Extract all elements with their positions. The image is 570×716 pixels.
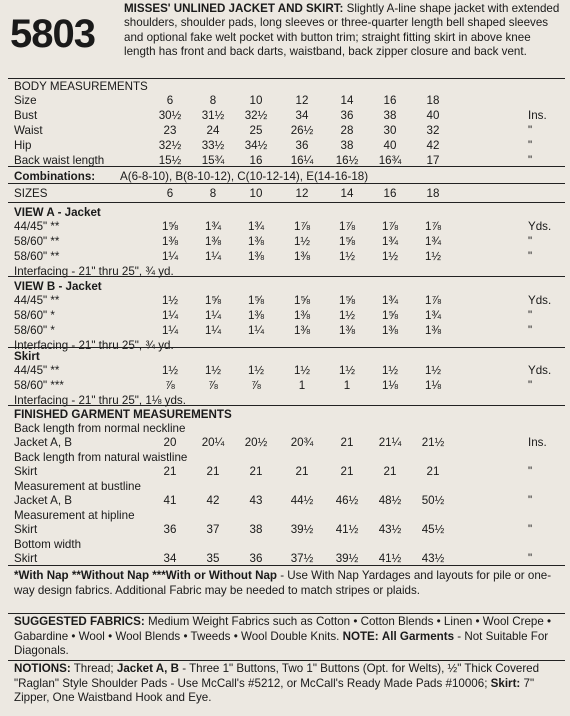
fabrics-text: Medium Weight Fabrics such as Cotton • Cotton Blends • Linen • Wool Crepe • Gabardine • Wool • Wool Blends • Tweeds • Wool Double Knits. <box>14 615 552 643</box>
body-row-label: Back waist length <box>14 154 105 167</box>
viewB-row-value: 1⅜ <box>338 324 356 337</box>
finished-caption: Back length from normal neckline <box>14 422 186 435</box>
body-row-value: 15½ <box>158 154 182 167</box>
viewB-row-value: 1⅜ <box>424 324 442 337</box>
finished-row-unit: " <box>528 523 533 536</box>
notions-text-3: 7" Zipper, One Waistband Hook and Eye. <box>14 676 535 705</box>
finished-row-value: 20¼ <box>201 436 225 449</box>
viewB-row-value: 1¾ <box>424 309 442 322</box>
viewA-row-value: 1½ <box>293 235 311 248</box>
viewA-row-value: 1¾ <box>204 220 222 233</box>
viewB-row-value: 1⅜ <box>293 309 311 322</box>
viewB-row-label: 58/60" * <box>14 324 55 337</box>
viewB-row-value: 1¼ <box>204 324 222 337</box>
viewB-row-value: 1¼ <box>204 309 222 322</box>
finished-row-value: 35 <box>206 552 220 565</box>
nap-note-bold: *With Nap **Without Nap ***With or Without Nap <box>14 569 277 582</box>
body-row-value: 30½ <box>158 109 182 122</box>
viewA-row-value: 1½ <box>424 250 442 263</box>
viewB-row-value: 1⅝ <box>381 309 399 322</box>
viewB-interfacing: Interfacing - 21" thru 25", ¾ yd. <box>14 339 174 352</box>
viewB-row-value: 1⅞ <box>424 294 442 307</box>
divider <box>8 405 565 406</box>
finished-row-value: 21¼ <box>378 436 402 449</box>
viewA-row-unit: " <box>528 235 533 248</box>
finished-row-value: 21 <box>295 465 309 478</box>
divider <box>8 613 565 614</box>
viewA-row-value: 1⅜ <box>247 235 265 248</box>
nap-note <box>14 569 562 598</box>
viewA-row-value: 1¾ <box>247 220 265 233</box>
viewA-heading: VIEW A - Jacket <box>14 206 101 219</box>
divider <box>8 78 565 79</box>
skirt-row-value: ⅞ <box>165 379 175 392</box>
finished-measurements-heading: FINISHED GARMENT MEASUREMENTS <box>14 408 232 421</box>
viewA-row-value: 1½ <box>381 250 399 263</box>
size-header: 16 <box>383 187 397 200</box>
viewA-interfacing: Interfacing - 21" thru 25", ¾ yd. <box>14 265 174 278</box>
body-row-value: 32½ <box>244 109 268 122</box>
body-row-value: 30 <box>383 124 397 137</box>
finished-row-value: 44½ <box>290 494 314 507</box>
viewB-heading: VIEW B - Jacket <box>14 280 102 293</box>
body-row-value: 28 <box>340 124 354 137</box>
finished-row-value: 43½ <box>421 552 445 565</box>
notions-text-1: Thread; <box>70 662 117 675</box>
finished-row-value: 41½ <box>335 523 359 536</box>
size-header: 18 <box>426 187 440 200</box>
finished-row-value: 21½ <box>421 436 445 449</box>
finished-row-label: Skirt <box>14 523 38 536</box>
body-row-label: Bust <box>14 109 38 122</box>
viewB-row-value: 1½ <box>338 309 356 322</box>
viewB-row-value: 1¼ <box>161 324 179 337</box>
skirt-row-value: 1½ <box>161 364 179 377</box>
notions-jacket-label: Jacket A, B <box>116 662 179 675</box>
finished-row-value: 36 <box>249 552 263 565</box>
viewA-row-value: 1⅜ <box>161 235 179 248</box>
pattern-description <box>124 2 564 60</box>
viewB-row-value: 1⅝ <box>204 294 222 307</box>
body-row-value: 24 <box>206 124 220 137</box>
viewB-row-unit: " <box>528 309 533 322</box>
viewA-row-value: 1⅞ <box>381 220 399 233</box>
skirt-row-value: 1½ <box>247 364 265 377</box>
body-row-value: 36 <box>295 139 309 152</box>
skirt-row-value: 1½ <box>381 364 399 377</box>
body-row-value: 34½ <box>244 139 268 152</box>
sizes-label: SIZES <box>14 187 48 200</box>
body-row-value: 15¾ <box>201 154 225 167</box>
viewB-row-value: 1⅝ <box>247 294 265 307</box>
finished-caption: Back length from natural waistline <box>14 451 188 464</box>
skirt-row-label: 44/45" ** <box>14 364 60 377</box>
skirt-heading: Skirt <box>14 350 40 363</box>
body-row-value: 32½ <box>158 139 182 152</box>
viewB-row-value: 1⅜ <box>293 324 311 337</box>
finished-row-value: 21 <box>383 465 397 478</box>
finished-row-value: 42 <box>206 494 220 507</box>
finished-row-value: 21 <box>163 465 177 478</box>
viewA-row-unit: " <box>528 250 533 263</box>
body-row-value: 16 <box>249 154 263 167</box>
viewA-row-label: 58/60" ** <box>14 250 60 263</box>
body-row-value: 34 <box>295 109 309 122</box>
notions-skirt-label: Skirt: <box>490 676 521 690</box>
finished-row-value: 39½ <box>335 552 359 565</box>
finished-row-value: 21 <box>340 465 354 478</box>
skirt-row-value: 1½ <box>424 364 442 377</box>
finished-row-label: Jacket A, B <box>14 494 72 507</box>
viewB-row-value: 1¼ <box>247 324 265 337</box>
finished-row-value: 37½ <box>290 552 314 565</box>
combinations-text: A(6-8-10), B(8-10-12), C(10-12-14), E(14-16-18) <box>120 170 369 183</box>
body-row-value: 25 <box>249 124 263 137</box>
finished-row-value: 41½ <box>378 552 402 565</box>
body-row-value: 17 <box>426 154 440 167</box>
all-garments-text: - Not Suitable For Diagonals. <box>14 629 549 658</box>
finished-row-label: Skirt <box>14 465 38 478</box>
skirt-row-value: 1 <box>343 379 351 392</box>
body-row-value: 38 <box>383 109 397 122</box>
finished-row-value: 46½ <box>335 494 359 507</box>
finished-row-value: 21 <box>249 465 263 478</box>
divider <box>8 183 565 184</box>
suggested-fabrics <box>14 615 562 659</box>
viewA-row-label: 58/60" ** <box>14 235 60 248</box>
pattern-description-text: Slightly A-line shape jacket with extended shoulders, shoulder pads, long sleeves or three-quarter length bell shaped sleeves and optional fake welt pocket with button trim; straight fitting skirt in above knee length has front and back darts, waistband, back zipper closure and back vent. <box>124 2 560 59</box>
skirt-row-value: ⅞ <box>208 379 218 392</box>
viewA-row-value: 1⅜ <box>293 250 311 263</box>
body-row-value: 38 <box>340 139 354 152</box>
body-row-unit: " <box>528 154 533 167</box>
viewA-row-value: 1⅝ <box>338 235 356 248</box>
viewB-row-value: 1½ <box>161 294 179 307</box>
finished-row-value: 45½ <box>421 523 445 536</box>
viewB-row-value: 1¾ <box>381 294 399 307</box>
body-row-value: 26½ <box>290 124 314 137</box>
divider <box>8 276 565 277</box>
finished-row-value: 20½ <box>244 436 268 449</box>
pattern-title: MISSES' UNLINED JACKET AND SKIRT: <box>124 2 344 15</box>
viewB-row-unit: " <box>528 324 533 337</box>
body-row-unit: " <box>528 124 533 137</box>
body-row-unit: Ins. <box>528 109 547 122</box>
viewA-row-value: 1¾ <box>424 235 442 248</box>
note-label: NOTE: <box>342 629 379 643</box>
skirt-row-value: ⅞ <box>251 379 261 392</box>
divider <box>8 347 565 348</box>
viewA-row-value: 1⅞ <box>338 220 356 233</box>
finished-row-label: Jacket A, B <box>14 436 72 449</box>
body-row-value: 16 <box>383 94 397 107</box>
finished-row-value: 39½ <box>290 523 314 536</box>
viewB-row-label: 44/45" ** <box>14 294 60 307</box>
viewA-row-value: 1¼ <box>161 250 179 263</box>
skirt-row-value: 1½ <box>338 364 356 377</box>
fabrics-label: SUGGESTED FABRICS: <box>14 615 145 628</box>
viewB-row-value: 1⅜ <box>247 309 265 322</box>
skirt-row-value: 1½ <box>204 364 222 377</box>
body-row-value: 36 <box>340 109 354 122</box>
combinations-label: Combinations: <box>14 170 96 183</box>
pattern-number: 5803 <box>10 12 95 56</box>
finished-row-unit: Ins. <box>528 436 547 449</box>
viewA-row-unit: Yds. <box>528 220 552 233</box>
finished-row-value: 34 <box>163 552 177 565</box>
divider <box>8 202 565 203</box>
divider <box>8 565 565 566</box>
finished-row-unit: " <box>528 465 533 478</box>
finished-row-label: Skirt <box>14 552 38 565</box>
size-header: 6 <box>166 187 174 200</box>
body-row-label: Waist <box>14 124 43 137</box>
body-row-value: 16¾ <box>378 154 402 167</box>
body-measurements-heading: BODY MEASUREMENTS <box>14 80 148 93</box>
viewB-row-value: 1⅜ <box>381 324 399 337</box>
finished-row-value: 48½ <box>378 494 402 507</box>
body-row-value: 6 <box>166 94 174 107</box>
notions <box>14 662 562 706</box>
skirt-row-value: 1⅛ <box>381 379 399 392</box>
finished-row-value: 50½ <box>421 494 445 507</box>
body-row-value: 8 <box>209 94 217 107</box>
viewB-row-value: 1⅝ <box>293 294 311 307</box>
skirt-row-unit: " <box>528 379 533 392</box>
finished-row-value: 41 <box>163 494 177 507</box>
size-header: 8 <box>209 187 217 200</box>
finished-row-value: 20¾ <box>290 436 314 449</box>
body-row-unit: " <box>528 139 533 152</box>
viewA-row-label: 44/45" ** <box>14 220 60 233</box>
viewB-row-value: 1⅝ <box>338 294 356 307</box>
skirt-row-unit: Yds. <box>528 364 552 377</box>
viewA-row-value: 1⅝ <box>161 220 179 233</box>
viewA-row-value: 1⅞ <box>293 220 311 233</box>
finished-caption: Bottom width <box>14 538 82 551</box>
viewB-row-label: 58/60" * <box>14 309 55 322</box>
viewA-row-value: 1⅜ <box>204 235 222 248</box>
body-row-value: 40 <box>383 139 397 152</box>
finished-row-unit: " <box>528 552 533 565</box>
divider <box>8 166 565 167</box>
body-row-value: 40 <box>426 109 440 122</box>
skirt-row-value: 1 <box>298 379 306 392</box>
body-row-value: 31½ <box>201 109 225 122</box>
finished-caption: Measurement at bustline <box>14 480 141 493</box>
header <box>6 0 566 78</box>
body-row-value: 18 <box>426 94 440 107</box>
viewB-row-value: 1¼ <box>161 309 179 322</box>
size-header: 14 <box>340 187 354 200</box>
body-row-label: Hip <box>14 139 32 152</box>
finished-row-value: 38 <box>249 523 263 536</box>
divider <box>8 660 565 661</box>
size-header: 10 <box>249 187 263 200</box>
finished-row-value: 37 <box>206 523 220 536</box>
body-row-value: 42 <box>426 139 440 152</box>
viewA-row-value: 1¾ <box>381 235 399 248</box>
viewA-row-value: 1½ <box>338 250 356 263</box>
notions-label: NOTIONS: <box>14 662 71 675</box>
finished-row-value: 43½ <box>378 523 402 536</box>
finished-row-value: 36 <box>163 523 177 536</box>
body-row-label: Size <box>14 94 37 107</box>
finished-caption: Measurement at hipline <box>14 509 135 522</box>
nap-note-text: - Use With Nap Yardages and layouts for pile or one-way design fabrics. Additional Fabric may be needed to match stripes or plaids. <box>14 569 552 597</box>
body-row-value: 16¼ <box>290 154 314 167</box>
body-row-value: 12 <box>295 94 309 107</box>
finished-row-value: 21 <box>340 436 354 449</box>
all-garments-label: All Garments <box>381 629 455 643</box>
body-row-value: 16½ <box>335 154 359 167</box>
viewB-row-unit: Yds. <box>528 294 552 307</box>
body-row-value: 32 <box>426 124 440 137</box>
notions-text-2: - Three 1" Buttons, Two 1" Buttons (Opt. for Welts), ½" Thick Covered "Raglan" Style Shoulder Pads - Use McCall's #5212, or McCall's Ready Made Pads #10006; <box>14 662 540 690</box>
viewA-row-value: 1¼ <box>204 250 222 263</box>
finished-row-value: 21 <box>426 465 440 478</box>
skirt-row-label: 58/60" *** <box>14 379 64 392</box>
finished-row-unit: " <box>528 494 533 507</box>
skirt-interfacing: Interfacing - 21" thru 25", 1⅛ yds. <box>14 394 186 407</box>
size-header: 12 <box>295 187 309 200</box>
skirt-row-value: 1½ <box>293 364 311 377</box>
body-row-value: 23 <box>163 124 177 137</box>
finished-row-value: 21 <box>206 465 220 478</box>
viewA-row-value: 1⅜ <box>247 250 265 263</box>
body-row-value: 10 <box>249 94 263 107</box>
skirt-row-value: 1⅛ <box>424 379 442 392</box>
viewA-row-value: 1⅞ <box>424 220 442 233</box>
finished-row-value: 20 <box>163 436 177 449</box>
body-row-value: 33½ <box>201 139 225 152</box>
finished-row-value: 43 <box>249 494 263 507</box>
body-row-value: 14 <box>340 94 354 107</box>
